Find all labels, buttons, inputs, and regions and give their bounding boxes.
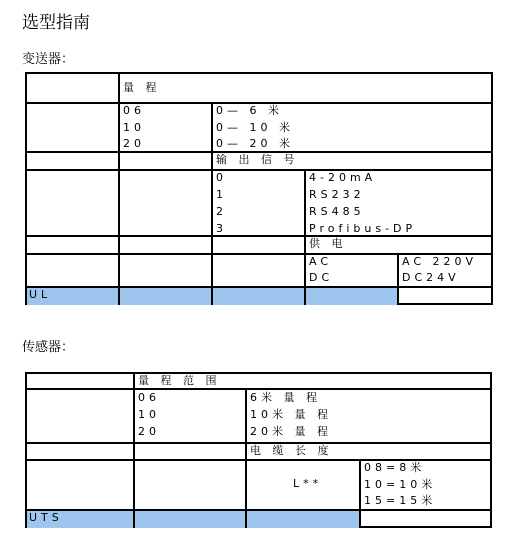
transmitter-power-slot	[306, 288, 397, 305]
sensor-cable-example: 10=10米	[364, 478, 437, 491]
sensor-range-desc: 20米 量 程	[250, 425, 332, 438]
transmitter-output-desc: RS485	[309, 205, 365, 218]
transmitter-range-code: 10	[123, 121, 145, 134]
sensor-model-prefix: UTS	[29, 511, 63, 524]
transmitter-range-desc: 0— 10 米	[216, 121, 294, 134]
sensor-cable-header: 电 缆 长 度	[250, 444, 333, 457]
sensor-range-code: 10	[138, 408, 160, 421]
transmitter-label: 变送器：	[22, 52, 75, 67]
transmitter-output-desc: Profibus-DP	[309, 222, 417, 235]
transmitter-output-code: 1	[216, 188, 227, 201]
transmitter-power-desc: AC 220V	[402, 255, 478, 268]
sensor-table	[25, 372, 492, 528]
transmitter-range-slot	[120, 288, 211, 305]
sensor-range-desc: 6米 量 程	[250, 391, 321, 404]
transmitter-table	[25, 72, 493, 305]
sensor-range-desc: 10米 量 程	[250, 408, 332, 421]
sensor-range-header: 量 程 范 围	[138, 374, 221, 387]
sensor-cable-example: 08=8米	[364, 461, 426, 474]
transmitter-power-header: 供 电	[309, 237, 347, 250]
sensor-range-code: 06	[138, 391, 160, 404]
sensor-cable-example: 15=15米	[364, 494, 437, 507]
sensor-cable-code: L**	[293, 477, 323, 490]
sensor-label: 传感器：	[22, 340, 75, 355]
transmitter-output-code: 0	[216, 171, 227, 184]
transmitter-range-code: 06	[123, 104, 145, 117]
transmitter-power-code: DC	[309, 271, 334, 284]
transmitter-output-header: 输 出 信 号	[216, 153, 299, 166]
transmitter-range-desc: 0— 6 米	[216, 104, 283, 117]
transmitter-model-cell	[27, 288, 118, 305]
transmitter-power-desc: DC24V	[402, 271, 460, 284]
transmitter-model-prefix: UL	[29, 288, 52, 301]
sensor-model-cell	[27, 511, 133, 528]
transmitter-output-desc: 4-20mA	[309, 171, 377, 184]
transmitter-range-code: 20	[123, 137, 145, 150]
transmitter-output-slot	[213, 288, 304, 305]
transmitter-output-desc: RS232	[309, 188, 365, 201]
transmitter-output-code: 2	[216, 205, 227, 218]
transmitter-range-desc: 0— 20 米	[216, 137, 294, 150]
sensor-range-slot	[135, 511, 245, 528]
sensor-range-code: 20	[138, 425, 160, 438]
page-title: 选型指南	[22, 13, 90, 33]
transmitter-output-code: 3	[216, 222, 227, 235]
transmitter-power-code: AC	[309, 255, 333, 268]
transmitter-range-header: 量 程	[123, 81, 161, 94]
sensor-cable-slot	[247, 511, 359, 528]
